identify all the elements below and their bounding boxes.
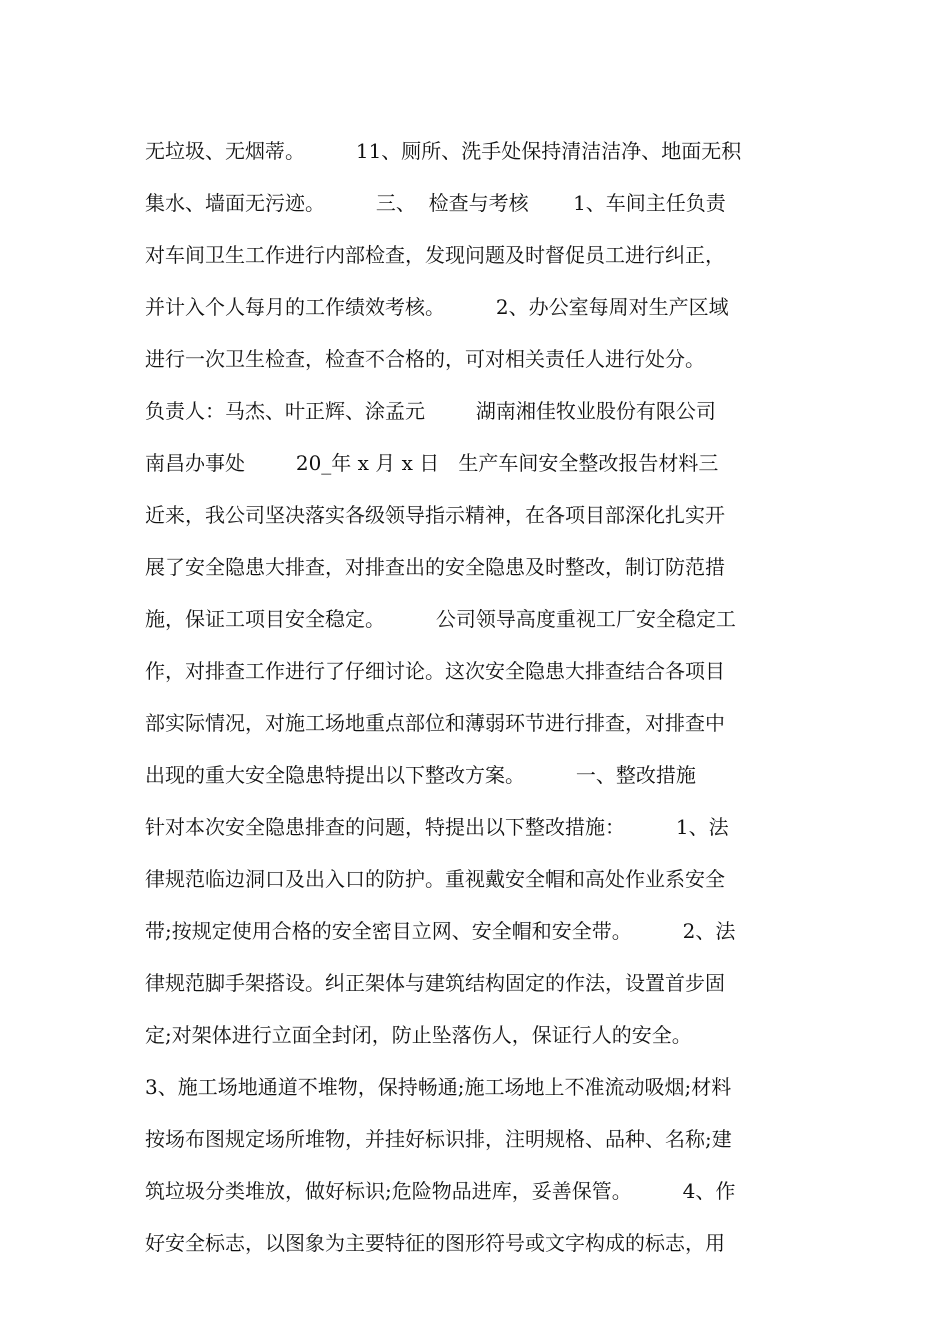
text-line: 律规范脚手架搭设。纠正架体与建筑结构固定的作法，设置首步固 bbox=[145, 971, 725, 995]
text-line: 带;按规定使用合格的安全密目立网、安全帽和安全带。 2、法 bbox=[145, 919, 736, 943]
text-line: 负责人：马杰、叶正辉、涂孟元 湖南湘佳牧业股份有限公司 bbox=[145, 399, 716, 423]
text-line: 并计入个人每月的工作绩效考核。 2、办公室每周对生产区域 bbox=[145, 295, 729, 319]
text-line: 律规范临边洞口及出入口的防护。重视戴安全帽和高处作业系安全 bbox=[145, 867, 725, 891]
text-line: 对车间卫生工作进行内部检查，发现问题及时督促员工进行纠正， bbox=[145, 243, 725, 267]
text-line: 作，对排查工作进行了仔细讨论。这次安全隐患大排查结合各项目 bbox=[145, 659, 725, 683]
text-line: 定;对架体进行立面全封闭，防止坠落伤人，保证行人的安全。 bbox=[145, 1023, 692, 1047]
text-line: 进行一次卫生检查，检查不合格的，可对相关责任人进行处分。 bbox=[145, 347, 705, 371]
text-line: 无垃圾、无烟蒂。 11、厕所、洗手处保持清洁洁净、地面无积 bbox=[145, 139, 742, 163]
text-line: 针对本次安全隐患排查的问题，特提出以下整改措施： 1、法 bbox=[145, 815, 729, 839]
text-line: 出现的重大安全隐患特提出以下整改方案。 一、整改措施 bbox=[145, 763, 696, 787]
text-line: 3、施工场地通道不堆物，保持畅通;施工场地上不准流动吸烟;材料 bbox=[145, 1075, 732, 1099]
text-line: 好安全标志，以图象为主要特征的图形符号或文字构成的标志，用 bbox=[145, 1231, 725, 1255]
text-line: 近来，我公司坚决落实各级领导指示精神，在各项目部深化扎实开 bbox=[145, 503, 725, 527]
text-line: 集水、墙面无污迹。 三、 检查与考核 1、车间主任负责 bbox=[145, 191, 726, 215]
text-line: 按场布图规定场所堆物，并挂好标识排，注明规格、品种、名称;建 bbox=[145, 1127, 732, 1151]
text-line: 筑垃圾分类堆放，做好标识;危险物品进库，妥善保管。 4、作 bbox=[145, 1179, 736, 1203]
text-line: 展了安全隐患大排查，对排查出的安全隐患及时整改，制订防范措 bbox=[145, 555, 725, 579]
body-text bbox=[145, 132, 810, 1276]
text-line: 南昌办事处 20_年 x 月 x 日 生产车间安全整改报告材料三 bbox=[145, 451, 719, 475]
text-line: 部实际情况，对施工场地重点部位和薄弱环节进行排查，对排查中 bbox=[145, 711, 725, 735]
text-line: 施，保证工项目安全稳定。 公司领导高度重视工厂安全稳定工 bbox=[145, 607, 736, 631]
